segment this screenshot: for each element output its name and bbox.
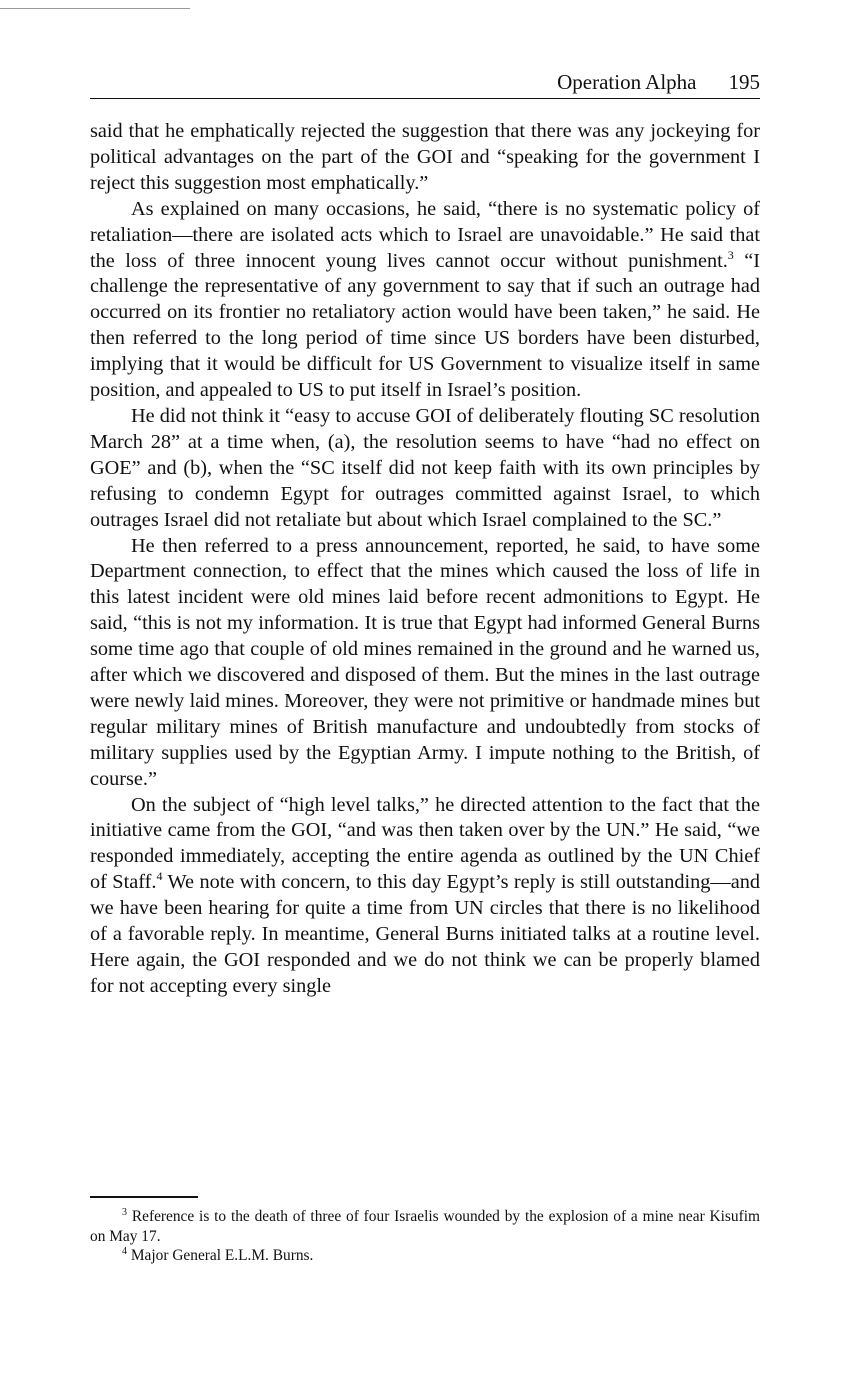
running-head-title: Operation Alpha bbox=[557, 70, 697, 94]
footnote bbox=[90, 1246, 760, 1266]
footnote-text: Major General E.L.M. Burns. bbox=[130, 1247, 314, 1264]
footnote-ref: 4 bbox=[156, 869, 163, 884]
paragraph bbox=[90, 197, 760, 404]
footnote-ref: 3 bbox=[727, 247, 734, 262]
paragraph: said that he emphatically rejected the suggestion that there was any jockeying for political advantages on the part of the GOI and “speaking for the government I reject this suggestion most emphatically.” bbox=[90, 120, 760, 194]
paragraph: He did not think it “easy to accuse GOI of deliberately flouting SC resolution March 28” at a time when, (a), the resolution seems to have “had no effect on GOE” and (b), when the “SC itself did not keep faith with its own principles by refusing to condemn Egypt for outrages committed against Israel, to which outrages Israel did not retaliate but about which Israel complained to the SC.” bbox=[90, 404, 760, 531]
paragraph-text: We note with concern, to this day Egypt’s reply is still outstanding—and we have been hearing for quite a time from UN circles that there is no likelihood of a favorable reply. In meantime, General Burns initiated talks at a routine level. Here again, the GOI responded and we do not think we can be properly blamed for not accepting every single bbox=[90, 871, 761, 997]
paragraph-text: “I challenge the representative of any government to say that if such an outrage had occurred on its frontier no retaliatory action would have been taken,” he said. He then referred to the long period of time since US borders have been disturbed, implying that it would be difficult for US Government to visualize itself in same position, and appealed to US to put itself in Israel’s position. bbox=[90, 249, 760, 402]
body-text bbox=[90, 119, 760, 1000]
page-number: 195 bbox=[728, 70, 760, 94]
running-head bbox=[90, 70, 760, 99]
footnote-text: Reference is to the death of three of four Israelis wounded by the explosion of a mine near Kisufim on May 17. bbox=[90, 1208, 760, 1245]
scan-edge-rule bbox=[0, 8, 190, 9]
paragraph-text: On the subject of “high level talks,” he directed attention to the fact that the initiative came from the GOI, “and was then taken over by the UN.” He said, “we responded immediately, accepting the entire agenda as outlined by the UN Chief of Staff. bbox=[90, 793, 760, 894]
paragraph: He then referred to a press announcement, reported, he said, to have some Department connection, to effect that the mines which caused the loss of life in this latest incident were old mines laid before recent admonitions to Egypt. He said, “this is not my information. It is true that Egypt had informed General Burns some time ago that couple of old mines remained in the ground and he warned us, after which we discovered and disposed of them. But the mines in the last outrage were newly laid mines. Moreover, they were not primitive or handmade mines but regular military mines of British manufacture and undoubtedly from stocks of military supplies used by the Egyptian Army. I impute nothing to the British, of course.” bbox=[90, 534, 760, 790]
footnotes bbox=[90, 1207, 760, 1266]
footnote-marker: 3 bbox=[122, 1206, 127, 1218]
footnote bbox=[90, 1207, 760, 1246]
paragraph bbox=[90, 793, 760, 1000]
footnote-rule bbox=[90, 1196, 198, 1198]
paragraph-text: As explained on many occasions, he said, “there is no systematic policy of retaliation—there are isolated acts which to Israel are unavoidable.” He said that the loss of three innocent young lives cannot occur without punishment. bbox=[90, 197, 760, 272]
footnote-marker: 4 bbox=[122, 1245, 127, 1257]
